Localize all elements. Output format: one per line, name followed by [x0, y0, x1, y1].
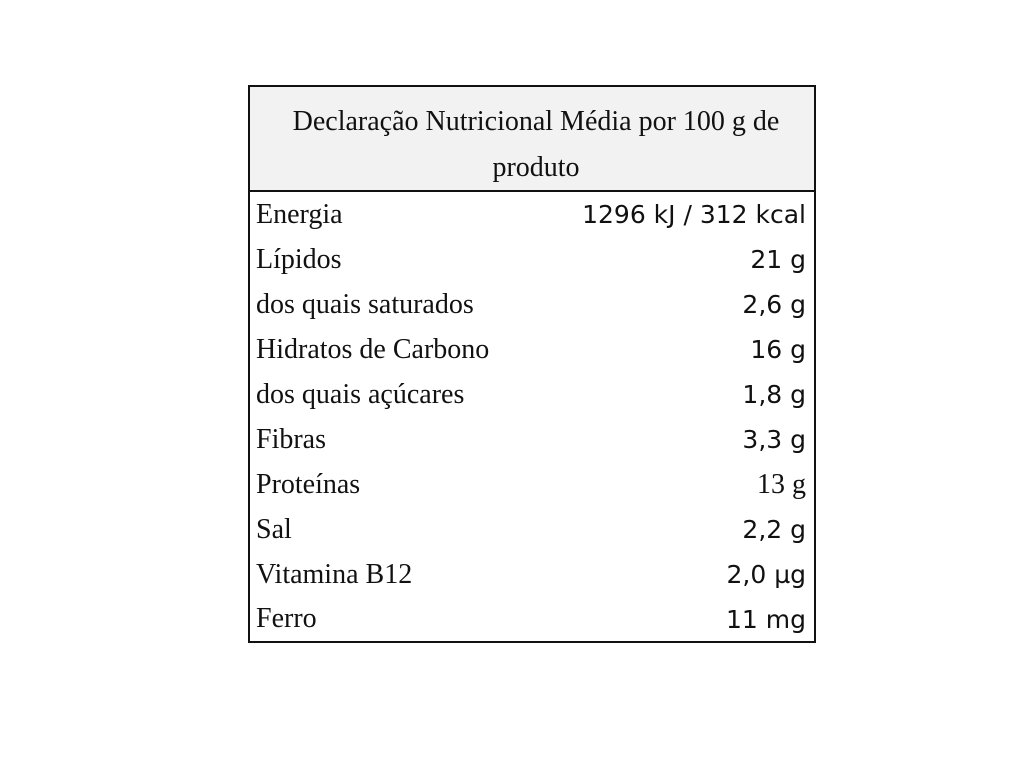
table-row-fibras — [250, 417, 814, 462]
row-label: dos quais saturados — [256, 288, 474, 320]
table-row-ferro — [250, 597, 814, 641]
row-label: Vitamina B12 — [256, 558, 413, 590]
table-row-proteinas — [250, 462, 814, 507]
table-row-hidratos — [250, 327, 814, 372]
row-label: Lípidos — [256, 243, 342, 275]
row-value: 13 g — [757, 468, 806, 500]
row-label: Proteínas — [256, 468, 361, 500]
table-row-saturados — [250, 282, 814, 327]
row-value: 2,0 µg — [726, 560, 806, 589]
row-label: Energia — [256, 198, 343, 230]
row-value: 11 mg — [726, 604, 806, 634]
row-label: Ferro — [256, 603, 317, 634]
row-value: 2,6 g — [742, 290, 806, 319]
row-value: 1296 kJ / 312 kcal — [582, 200, 806, 229]
table-row-acucares — [250, 372, 814, 417]
row-value: 3,3 g — [742, 425, 806, 454]
table-row-sal — [250, 507, 814, 552]
row-label: Sal — [256, 513, 292, 545]
row-value: 1,8 g — [742, 380, 806, 409]
table-header: Declaração Nutricional Média por 100 g de produto — [250, 87, 814, 192]
row-label: Hidratos de Carbono — [256, 333, 490, 365]
nutrition-table — [248, 85, 816, 643]
row-label: Fibras — [256, 423, 326, 455]
table-row-energia — [250, 192, 814, 237]
row-value: 21 g — [750, 245, 806, 274]
row-value: 16 g — [750, 335, 806, 364]
table-row-lipidos — [250, 237, 814, 282]
row-label: dos quais açúcares — [256, 378, 465, 410]
table-row-vitamina-b12 — [250, 552, 814, 597]
row-value: 2,2 g — [742, 515, 806, 544]
